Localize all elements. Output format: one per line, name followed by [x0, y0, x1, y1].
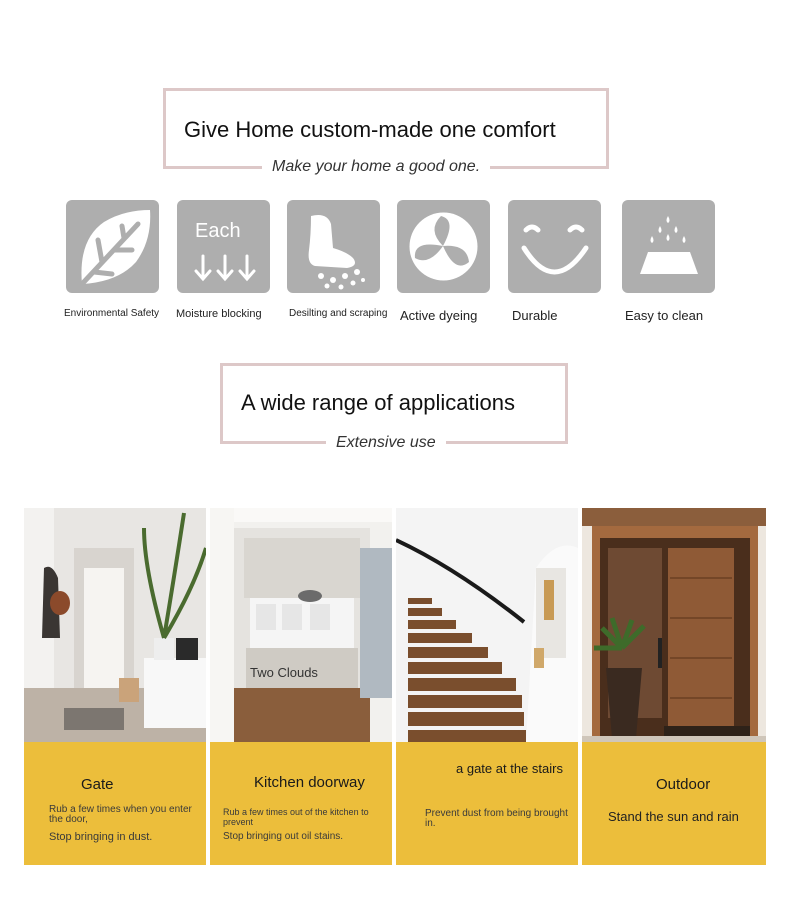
- application-description: Prevent dust from being brought in.: [425, 808, 568, 829]
- droplets-tray-icon: [622, 200, 715, 293]
- application-description: Stand the sun and rain: [608, 809, 739, 824]
- feature-row: [0, 200, 790, 330]
- application-info: [396, 742, 578, 865]
- application-info: [210, 742, 392, 865]
- feature-label: Easy to clean: [625, 308, 704, 323]
- feature-label: Moisture blocking: [176, 308, 262, 320]
- section-title: A wide range of applications: [241, 390, 515, 415]
- leaf-icon: [66, 200, 159, 293]
- door-photo: [582, 508, 766, 742]
- section-subtitle: Extensive use: [326, 434, 446, 452]
- application-title: Kitchen doorway: [254, 774, 365, 791]
- application-card: [582, 508, 766, 865]
- feature-label: Desilting and scraping: [289, 308, 388, 319]
- application-info: [24, 742, 206, 865]
- moisture-arrows-icon: [177, 200, 270, 293]
- hallway-photo: [24, 508, 206, 742]
- applications-grid: [24, 508, 766, 865]
- application-card: [24, 508, 206, 865]
- foot-icon: [287, 200, 380, 293]
- swirl-icon: [397, 200, 490, 293]
- application-title: Gate: [81, 776, 114, 793]
- kitchen-photo: [210, 508, 392, 742]
- stairs-photo: [396, 508, 578, 742]
- feature-label: Active dyeing: [400, 308, 478, 323]
- application-card: [396, 508, 578, 865]
- application-title: Outdoor: [656, 776, 711, 793]
- icon-text: Each: [195, 220, 241, 242]
- section-subtitle: Make your home a good one.: [262, 158, 490, 176]
- application-card: [210, 508, 392, 865]
- application-description: Stop bringing in dust.: [49, 831, 153, 843]
- application-description: Rub a few times when you enter the door,: [49, 804, 192, 825]
- feature-label: Environmental Safety: [64, 308, 160, 319]
- section-title-box: [163, 88, 609, 169]
- application-description: Stop bringing out oil stains.: [223, 831, 344, 842]
- application-info: [582, 742, 766, 865]
- application-description: Rub a few times out of the kitchen to prevent: [223, 807, 369, 827]
- feature-label: Durable: [512, 308, 558, 323]
- photo-caption: Two Clouds: [250, 665, 318, 680]
- section-title-box: [220, 363, 568, 444]
- application-title: a gate at the stairs: [456, 761, 563, 776]
- smile-icon: [508, 200, 601, 293]
- section-title: Give Home custom-made one comfort: [184, 117, 556, 142]
